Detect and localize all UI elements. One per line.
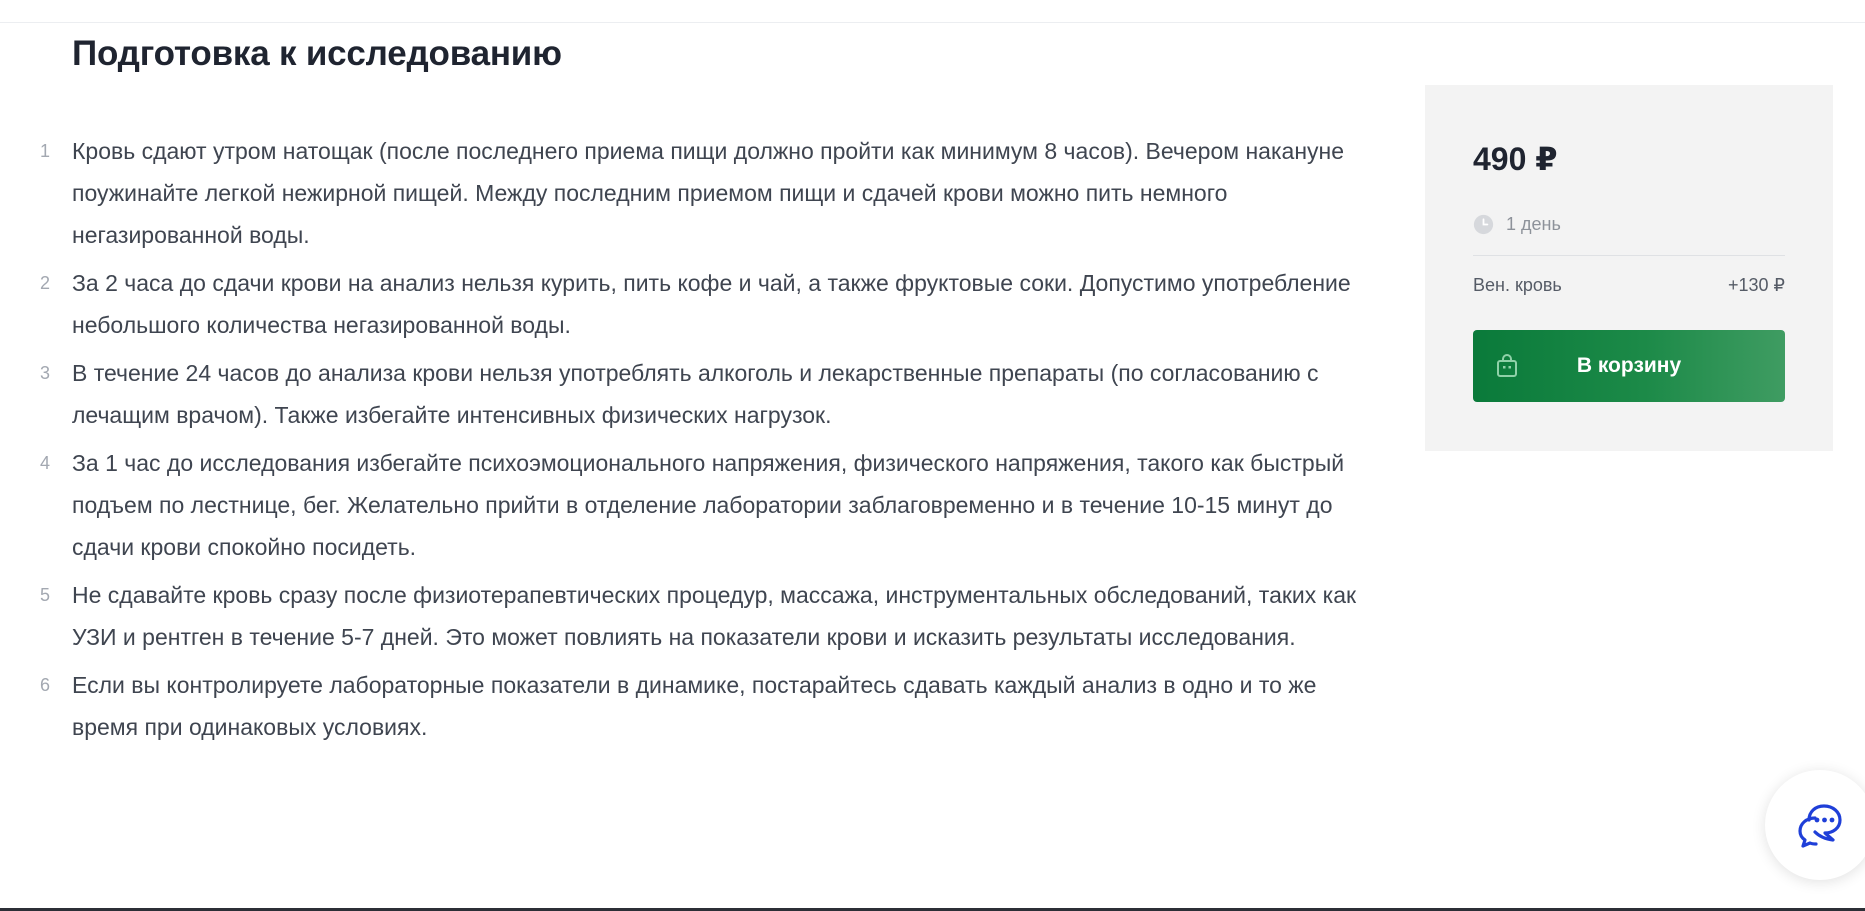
order-card bbox=[1425, 85, 1833, 451]
addon-row bbox=[1473, 256, 1785, 314]
list-item bbox=[40, 262, 1360, 346]
clock-icon bbox=[1473, 214, 1494, 235]
list-item-text: Кровь сдают утром натощак (после последнего приема пищи должно пройти как минимум 8 часов). Вечером накануне поужинайте легкой нежирной пищей. Между последним приемом пищи и сдачей крови можно пить немного негазированной воды. bbox=[72, 138, 1345, 248]
duration-label: 1 день bbox=[1506, 213, 1561, 234]
addon-label: Вен. кровь bbox=[1473, 274, 1562, 295]
add-to-cart-button[interactable] bbox=[1473, 330, 1785, 402]
list-item bbox=[40, 574, 1360, 658]
addon-price: +130 ₽ bbox=[1728, 274, 1785, 295]
list-item bbox=[40, 664, 1360, 748]
list-item-text: За 1 час до исследования избегайте психоэмоционального напряжения, физического напряжения, такого как быстрый подъем по лестнице, бег. Желательно прийти в отделение лаборатории заблаговременно и в течение 10-15 минут до сдачи крови спокойно посидеть. bbox=[72, 450, 1345, 560]
cart-icon bbox=[1495, 354, 1519, 378]
list-item-number: 5 bbox=[40, 585, 51, 605]
list-item-text: За 2 часа до сдачи крови на анализ нельзя курить, пить кофе и чай, а также фруктовые соки. Допустимо употребление небольшого количества негазированной воды. bbox=[72, 270, 1351, 338]
list-item-number: 6 bbox=[40, 675, 51, 695]
duration bbox=[1473, 209, 1785, 239]
list-item bbox=[40, 130, 1360, 256]
list-item-text: В течение 24 часов до анализа крови нельзя употреблять алкоголь и лекарственные препараты (по согласованию с лечащим врачом). Также избегайте интенсивных физических нагрузок. bbox=[72, 360, 1319, 428]
list-item bbox=[40, 442, 1360, 568]
list-item-number: 1 bbox=[40, 141, 51, 161]
list-item bbox=[40, 352, 1360, 436]
list-item-text: Не сдавайте кровь сразу после физиотерапевтических процедур, массажа, инструментальных обследований, таких как УЗИ и рентген в течение 5-7 дней. Это может повлиять на показатели крови и исказить результаты исследования. bbox=[72, 582, 1357, 650]
list-item-number: 3 bbox=[40, 363, 51, 383]
cart-button-label: В корзину bbox=[1576, 354, 1682, 377]
list-item-text: Если вы контролируете лабораторные показатели в динамике, постарайтесь сдавать каждый анализ в одно и то же время при одинаковых условиях. bbox=[72, 672, 1317, 740]
list-item-number: 2 bbox=[40, 273, 51, 293]
preparation-list bbox=[40, 130, 1360, 754]
price: 490 ₽ bbox=[1473, 141, 1558, 177]
chat-widget-button[interactable] bbox=[1765, 770, 1865, 880]
header-divider bbox=[0, 22, 1865, 23]
chat-icon bbox=[1795, 800, 1845, 850]
section-title: Подготовка к исследованию bbox=[72, 34, 562, 73]
list-item-number: 4 bbox=[40, 453, 51, 473]
